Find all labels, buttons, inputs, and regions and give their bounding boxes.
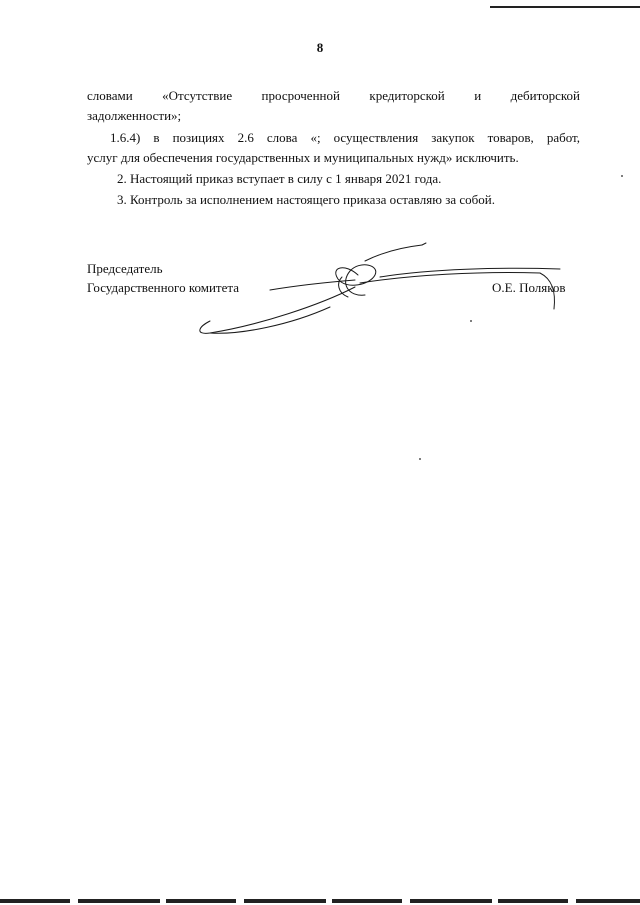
list-item-2: 2. Настоящий приказ вступает в силу с 1 января 2021 года.: [117, 171, 442, 186]
handwritten-signature: [180, 235, 580, 355]
scan-speck: [470, 320, 472, 322]
signatory-title-line-2: Государственного комитета: [87, 280, 239, 295]
scan-edge-bottom: [0, 899, 640, 903]
scan-speck: [419, 458, 421, 460]
signatory-title-line-1: Председатель: [87, 261, 163, 276]
scan-speck: [621, 175, 623, 177]
word: просроченной: [261, 88, 340, 103]
page-number: 8: [316, 40, 324, 55]
signatory-name: О.Е. Поляков: [492, 280, 566, 295]
paragraph-2-line-2: услуг для обеспечения государственных и муниципальных нужд» исключить.: [87, 150, 519, 165]
paragraph-2-line-1: 1.6.4) в позициях 2.6 слова «; осуществления закупок товаров, работ,: [110, 130, 580, 145]
list-item-3: 3. Контроль за исполнением настоящего приказа оставляю за собой.: [117, 192, 495, 207]
word: «Отсутствие: [162, 88, 233, 103]
word: дебиторской: [510, 88, 580, 103]
word: кредиторской: [369, 88, 445, 103]
word: словами: [87, 88, 133, 103]
scan-edge-top: [490, 6, 640, 8]
word: и: [474, 88, 482, 103]
paragraph-1-line-1: [87, 88, 580, 104]
paragraph-1-line-2: задолженности»;: [87, 108, 182, 123]
